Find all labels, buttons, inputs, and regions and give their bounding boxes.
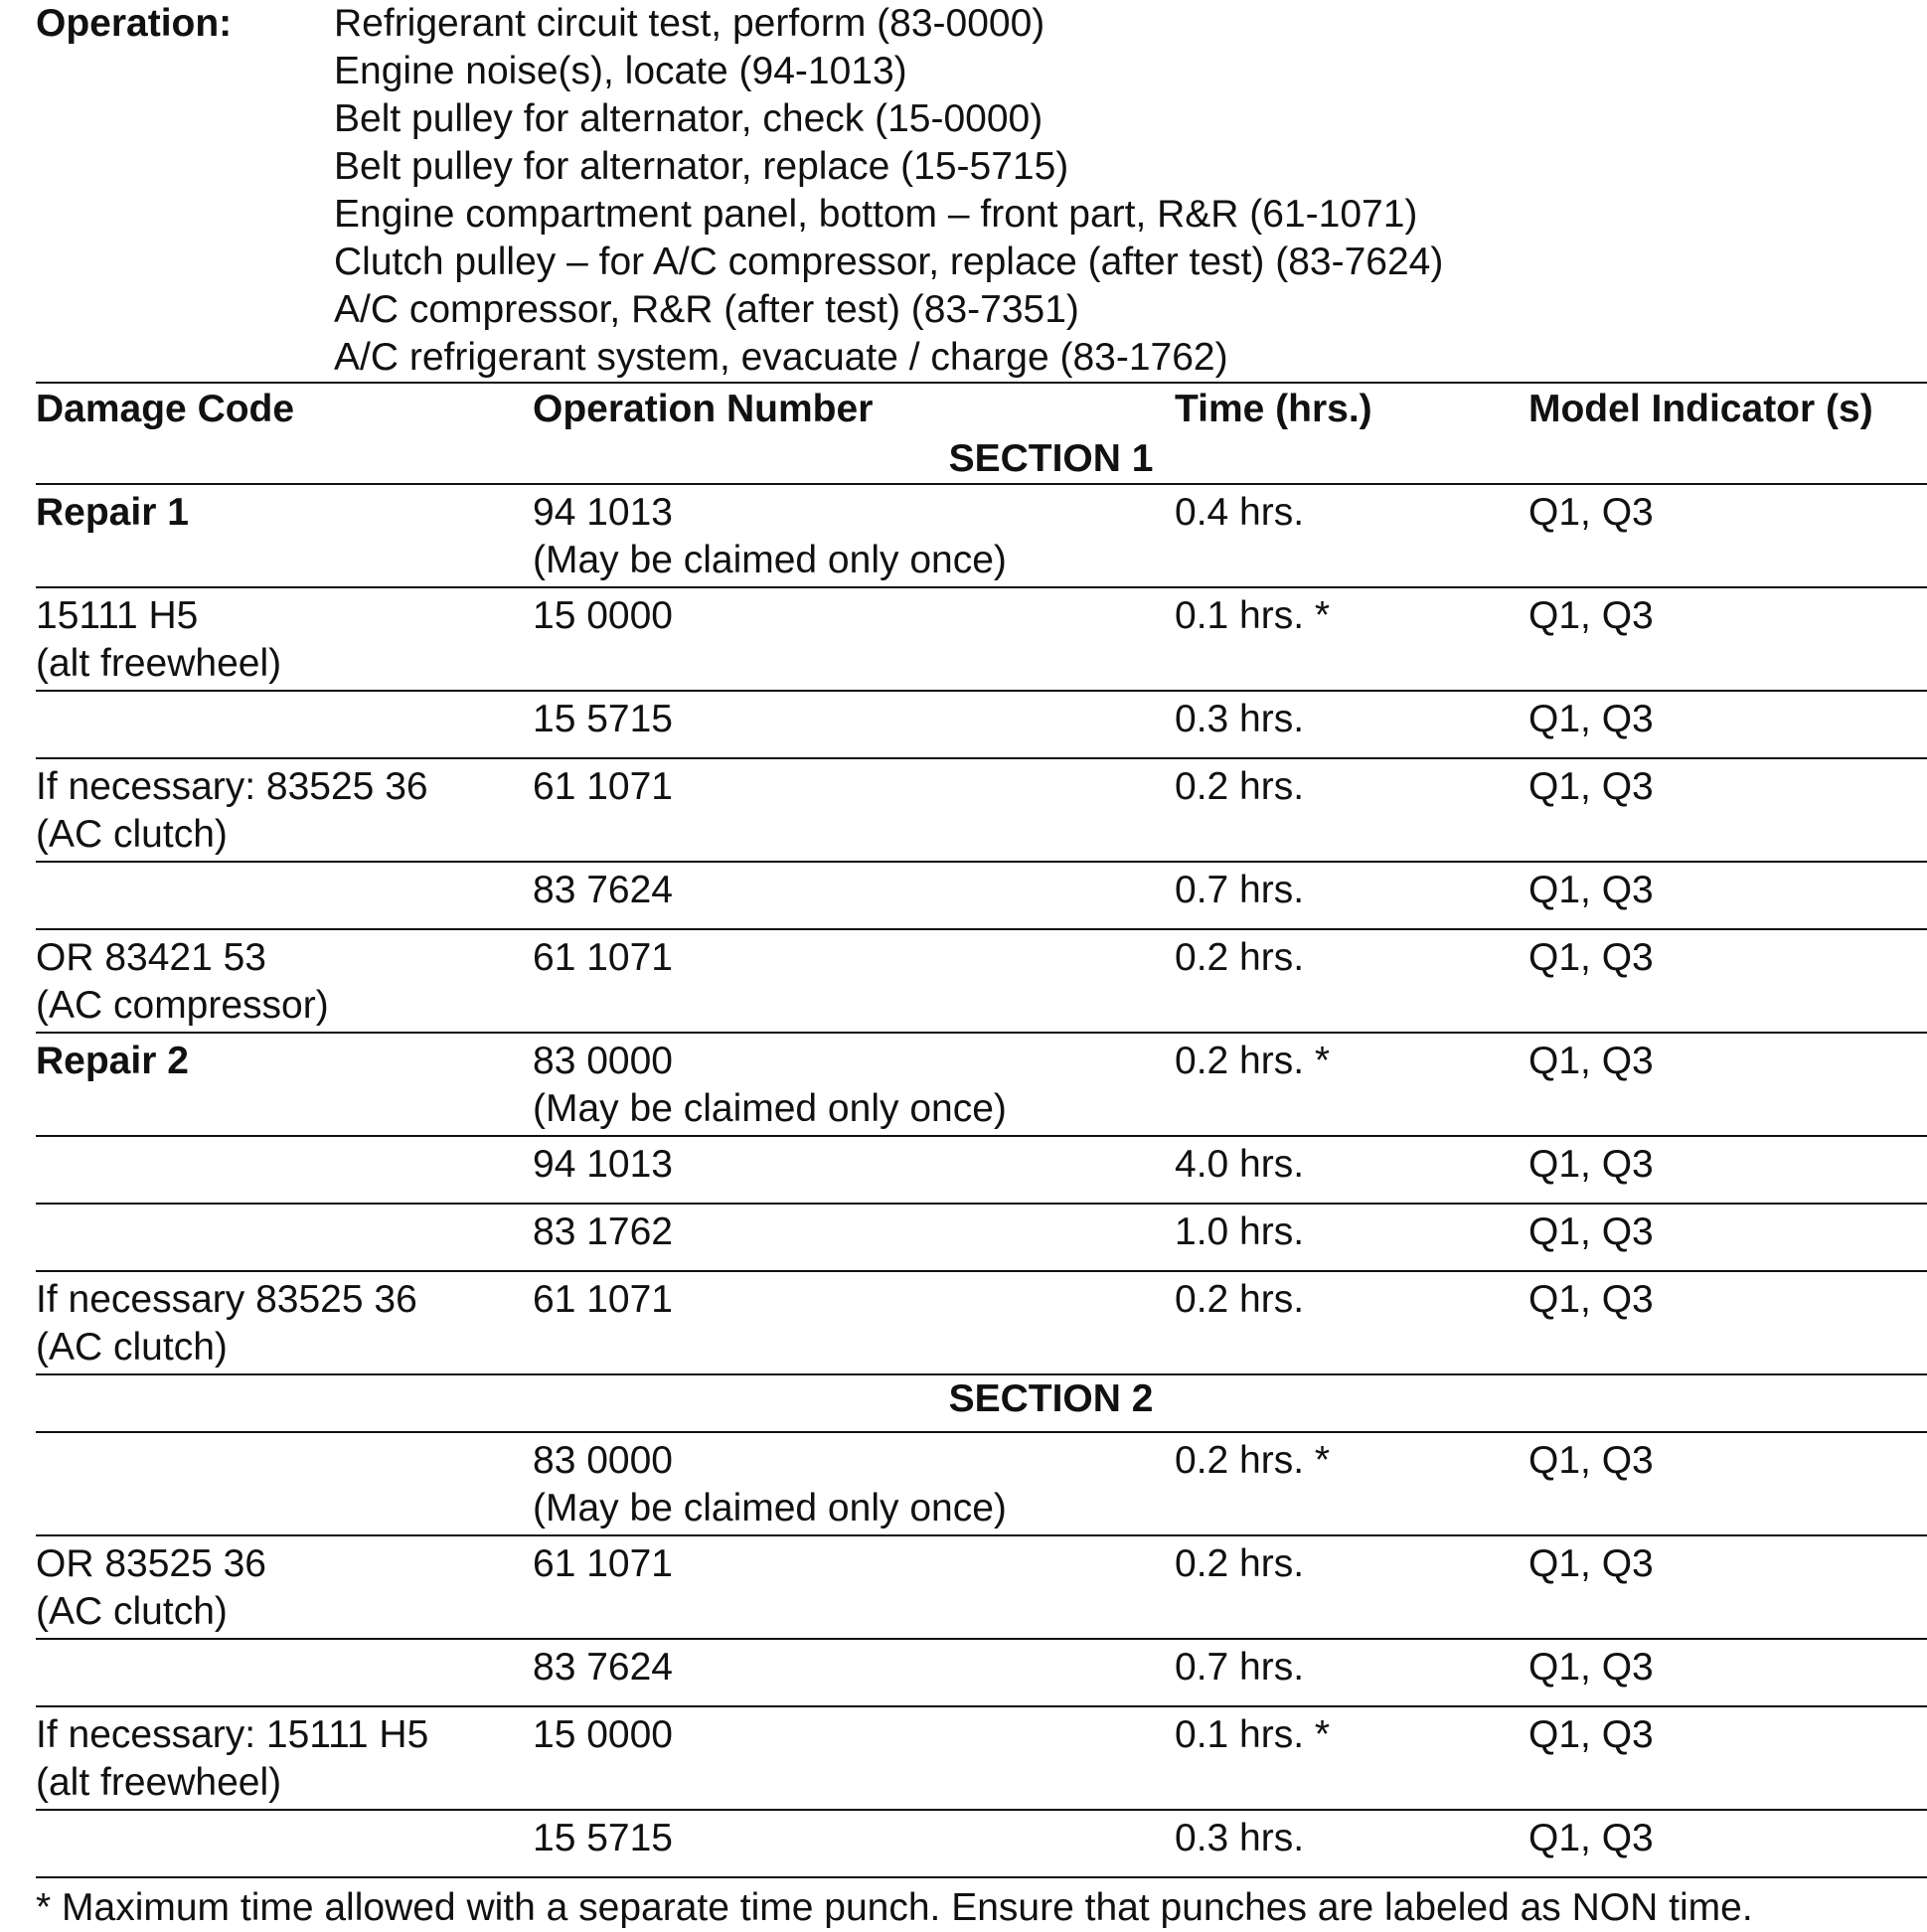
model-indicator-cell-text: Q1, Q3 — [1528, 1210, 1654, 1253]
damage-code-cell-text: Repair 1 — [36, 491, 189, 534]
time-cell-text: 0.2 hrs. * — [1175, 1439, 1331, 1482]
operation-number-cell — [533, 862, 1175, 929]
table-row — [36, 1432, 1927, 1535]
operation-number-cell — [533, 1432, 1175, 1535]
damage-code-cell-text: 15111 H5 — [36, 594, 199, 637]
operation-item: Refrigerant circuit test, perform (83-0000) — [334, 2, 1045, 45]
operation-number-cell-note: (May be claimed only once) — [533, 1087, 1007, 1130]
model-indicator-cell — [1528, 1271, 1927, 1374]
model-indicator-cell-text: Q1, Q3 — [1528, 1713, 1654, 1756]
model-indicator-cell — [1528, 1432, 1927, 1535]
damage-code-cell — [36, 862, 533, 929]
time-cell-text: 0.1 hrs. * — [1175, 1713, 1331, 1756]
section-2-row — [36, 1374, 1927, 1432]
model-indicator-cell — [1528, 1204, 1927, 1271]
table-row — [36, 1810, 1927, 1876]
section-2-title: SECTION 2 — [36, 1374, 1927, 1432]
operation-number-cell — [533, 758, 1175, 862]
model-indicator-cell-text: Q1, Q3 — [1528, 869, 1654, 911]
model-indicator-cell-text: Q1, Q3 — [1528, 1817, 1654, 1859]
operation-number-cell — [533, 1535, 1175, 1639]
time-cell-text: 0.2 hrs. — [1175, 1542, 1305, 1585]
time-cell-text: 0.1 hrs. * — [1175, 594, 1331, 637]
table-header-row — [36, 383, 1927, 435]
table-row — [36, 1033, 1927, 1136]
model-indicator-cell-text: Q1, Q3 — [1528, 594, 1654, 637]
time-cell-text: 0.7 hrs. — [1175, 869, 1305, 911]
operation-item: Engine compartment panel, bottom – front part, R&R (61-1071) — [334, 193, 1418, 236]
time-cell — [1175, 929, 1528, 1033]
operation-label: Operation: — [36, 2, 233, 45]
damage-code-cell — [36, 1033, 533, 1136]
operation-number-cell — [533, 1136, 1175, 1204]
table-row — [36, 758, 1927, 862]
model-indicator-cell-text: Q1, Q3 — [1528, 1278, 1654, 1321]
time-cell-text: 0.4 hrs. — [1175, 491, 1305, 534]
time-cell-text: 0.2 hrs. — [1175, 765, 1305, 808]
damage-code-cell-note: (alt freewheel) — [36, 642, 282, 685]
table-row — [36, 1136, 1927, 1204]
model-indicator-cell — [1528, 1136, 1927, 1204]
operation-number-cell-text: 61 1071 — [533, 936, 673, 979]
operation-number-cell — [533, 1810, 1175, 1876]
time-cell — [1175, 691, 1528, 758]
model-indicator-cell — [1528, 587, 1927, 691]
time-cell — [1175, 1706, 1528, 1810]
table-body — [36, 435, 1927, 1876]
time-cell — [1175, 1535, 1528, 1639]
operation-number-cell-text: 61 1071 — [533, 1542, 673, 1585]
operation-item: Belt pulley for alternator, check (15-0000) — [334, 97, 1044, 140]
operation-item: A/C refrigerant system, evacuate / charge (83-1762) — [334, 336, 1228, 379]
table-row — [36, 1639, 1927, 1706]
operation-item: Engine noise(s), locate (94-1013) — [334, 50, 907, 92]
section-1-row — [36, 435, 1927, 484]
operation-number-cell — [533, 484, 1175, 587]
document-page — [36, 0, 1927, 1932]
damage-code-cell-text: OR 83421 53 — [36, 936, 267, 979]
damage-code-cell — [36, 1639, 533, 1706]
table-row — [36, 1535, 1927, 1639]
damage-code-cell — [36, 1810, 533, 1876]
operation-list — [334, 0, 1443, 382]
section-1-title: SECTION 1 — [948, 437, 1154, 480]
damage-code-cell-note: (alt freewheel) — [36, 1761, 282, 1804]
damage-code-cell — [36, 587, 533, 691]
damage-code-cell-note: (AC clutch) — [36, 1590, 228, 1633]
repair-time-table — [36, 382, 1927, 1876]
time-cell — [1175, 1639, 1528, 1706]
operation-number-cell-note: (May be claimed only once) — [533, 539, 1007, 581]
operation-number-cell-text: 83 7624 — [533, 1646, 673, 1689]
time-cell-text: 0.2 hrs. * — [1175, 1040, 1331, 1082]
damage-code-cell-text: Repair 2 — [36, 1040, 189, 1082]
model-indicator-cell — [1528, 1639, 1927, 1706]
time-cell — [1175, 587, 1528, 691]
time-cell-text: 4.0 hrs. — [1175, 1143, 1305, 1186]
table-row — [36, 484, 1927, 587]
operation-item: Belt pulley for alternator, replace (15-5715) — [334, 145, 1069, 188]
damage-code-cell — [36, 1136, 533, 1204]
model-indicator-cell — [1528, 1033, 1927, 1136]
operation-number-cell-note: (May be claimed only once) — [533, 1487, 1007, 1530]
operation-number-cell — [533, 929, 1175, 1033]
table-row — [36, 929, 1927, 1033]
model-indicator-cell-text: Q1, Q3 — [1528, 765, 1654, 808]
model-indicator-cell — [1528, 1535, 1927, 1639]
time-cell-text: 0.3 hrs. — [1175, 1817, 1305, 1859]
model-indicator-cell-text: Q1, Q3 — [1528, 1143, 1654, 1186]
damage-code-cell-note: (AC clutch) — [36, 1326, 228, 1368]
operation-number-cell-text: 83 7624 — [533, 869, 673, 911]
table-row — [36, 1271, 1927, 1374]
model-indicator-cell-text: Q1, Q3 — [1528, 491, 1654, 534]
model-indicator-cell — [1528, 862, 1927, 929]
damage-code-cell — [36, 1271, 533, 1374]
damage-code-cell — [36, 758, 533, 862]
damage-code-cell-text: If necessary: 83525 36 — [36, 765, 428, 808]
time-cell — [1175, 758, 1528, 862]
model-indicator-cell — [1528, 691, 1927, 758]
table-row — [36, 862, 1927, 929]
model-indicator-cell — [1528, 1706, 1927, 1810]
table-row — [36, 1706, 1927, 1810]
time-cell — [1175, 1271, 1528, 1374]
time-cell-text: 0.2 hrs. — [1175, 1278, 1305, 1321]
time-cell-text: 1.0 hrs. — [1175, 1210, 1305, 1253]
time-cell-text: 0.7 hrs. — [1175, 1646, 1305, 1689]
time-cell — [1175, 484, 1528, 587]
time-cell — [1175, 1033, 1528, 1136]
operation-number-cell — [533, 1271, 1175, 1374]
table-row — [36, 1204, 1927, 1271]
header-model-indicator: Model Indicator (s) — [1528, 383, 1927, 435]
time-cell — [1175, 1432, 1528, 1535]
damage-code-cell — [36, 1432, 533, 1535]
model-indicator-cell-text: Q1, Q3 — [1528, 1542, 1654, 1585]
operation-number-cell — [533, 1033, 1175, 1136]
damage-code-cell — [36, 1535, 533, 1639]
operation-number-cell-text: 15 0000 — [533, 1713, 673, 1756]
operation-number-cell-text: 61 1071 — [533, 1278, 673, 1321]
damage-code-cell — [36, 929, 533, 1033]
operation-number-cell — [533, 691, 1175, 758]
model-indicator-cell-text: Q1, Q3 — [1528, 1040, 1654, 1082]
damage-code-cell-note: (AC compressor) — [36, 984, 329, 1027]
model-indicator-cell — [1528, 484, 1927, 587]
time-cell — [1175, 862, 1528, 929]
footnote: * Maximum time allowed with a separate time punch. Ensure that punches are labeled as NON time. — [36, 1876, 1927, 1932]
operation-number-cell — [533, 1204, 1175, 1271]
operation-block — [36, 0, 1927, 382]
operation-number-cell-text: 15 5715 — [533, 698, 673, 740]
operation-item: Clutch pulley – for A/C compressor, replace (after test) (83-7624) — [334, 241, 1444, 283]
damage-code-cell — [36, 1706, 533, 1810]
header-time: Time (hrs.) — [1175, 383, 1528, 435]
model-indicator-cell — [1528, 758, 1927, 862]
operation-number-cell — [533, 587, 1175, 691]
damage-code-cell-text: If necessary 83525 36 — [36, 1278, 417, 1321]
operation-number-cell-text: 15 5715 — [533, 1817, 673, 1859]
damage-code-cell-note: (AC clutch) — [36, 813, 228, 856]
model-indicator-cell — [1528, 1810, 1927, 1876]
damage-code-cell — [36, 1204, 533, 1271]
operation-number-cell-text: 15 0000 — [533, 594, 673, 637]
damage-code-cell-text: If necessary: 15111 H5 — [36, 1713, 429, 1756]
operation-number-cell-text: 83 1762 — [533, 1210, 673, 1253]
model-indicator-cell — [1528, 929, 1927, 1033]
damage-code-cell — [36, 691, 533, 758]
time-cell — [1175, 1810, 1528, 1876]
model-indicator-cell-text: Q1, Q3 — [1528, 936, 1654, 979]
time-cell-text: 0.3 hrs. — [1175, 698, 1305, 740]
damage-code-cell — [36, 484, 533, 587]
operation-number-cell — [533, 1706, 1175, 1810]
table-row — [36, 587, 1927, 691]
model-indicator-cell-text: Q1, Q3 — [1528, 698, 1654, 740]
operation-number-cell-text: 94 1013 — [533, 1143, 673, 1186]
damage-code-cell-text: OR 83525 36 — [36, 1542, 267, 1585]
header-operation-number: Operation Number — [533, 383, 1175, 435]
operation-item: A/C compressor, R&R (after test) (83-7351) — [334, 288, 1079, 331]
operation-number-cell-text: 61 1071 — [533, 765, 673, 808]
operation-number-cell-text: 83 0000 — [533, 1439, 673, 1482]
table-row — [36, 691, 1927, 758]
operation-number-cell-text: 94 1013 — [533, 491, 673, 534]
time-cell-text: 0.2 hrs. — [1175, 936, 1305, 979]
model-indicator-cell-text: Q1, Q3 — [1528, 1646, 1654, 1689]
model-indicator-cell-text: Q1, Q3 — [1528, 1439, 1654, 1482]
operation-number-cell — [533, 1639, 1175, 1706]
time-cell — [1175, 1136, 1528, 1204]
operation-number-cell-text: 83 0000 — [533, 1040, 673, 1082]
time-cell — [1175, 1204, 1528, 1271]
header-damage-code: Damage Code — [36, 383, 533, 435]
